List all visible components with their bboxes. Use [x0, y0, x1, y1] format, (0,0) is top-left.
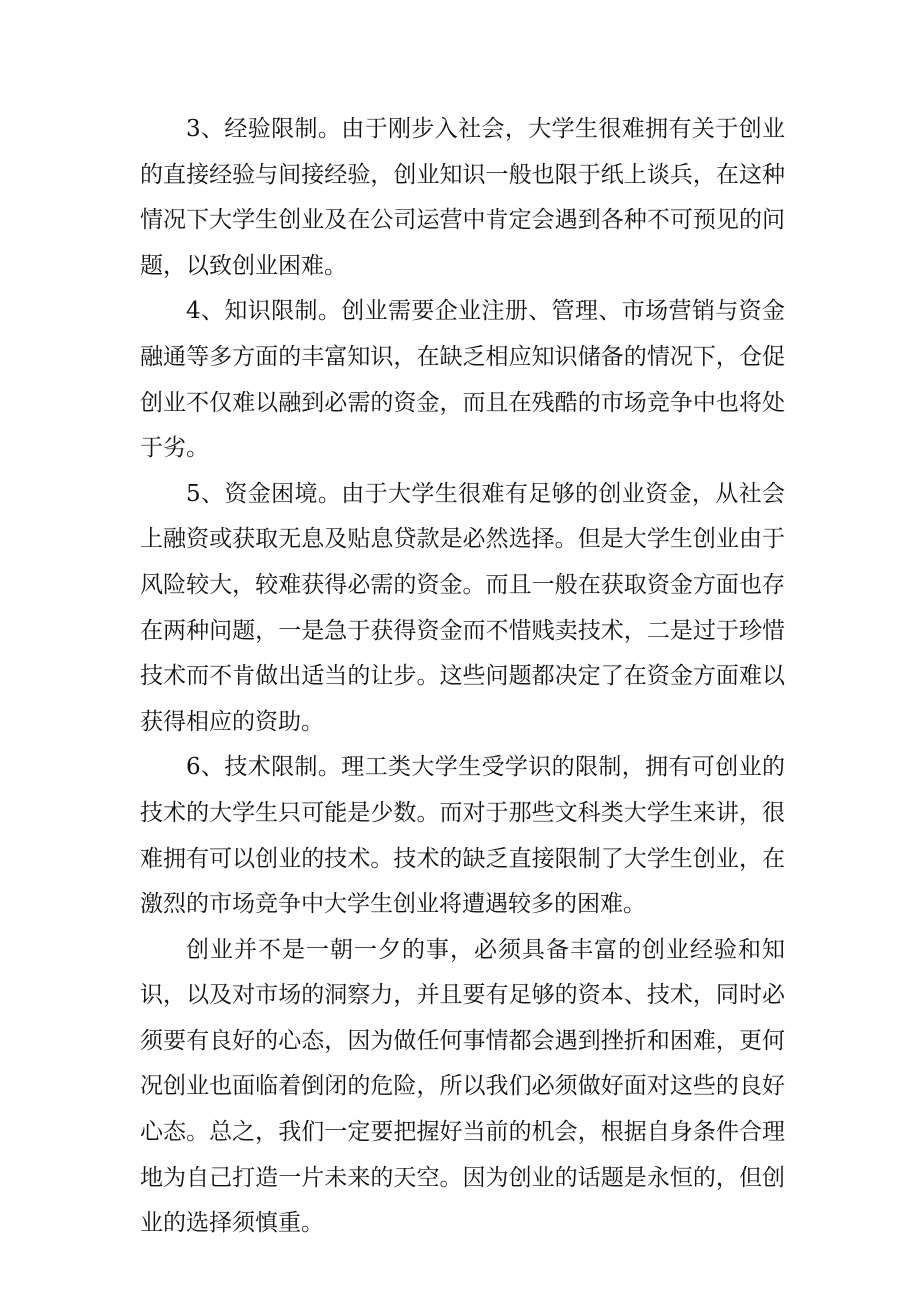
- paragraph-conclusion: 创业并不是一朝一夕的事，必须具备丰富的创业经验和知识，以及对市场的洞察力，并且要有足够的资本、技术，同时必须要有良好的心态，因为做任何事情都会遇到挫折和困难，更何况创业也面临着倒闭的危险，所以我们必须做好面对这些的良好心态。总之，我们一定要把握好当前的机会，根据自身条件合理地为自己打造一片未来的天空。因为创业的话题是永恒的，但创业的选择须慎重。: [140, 936, 785, 1237]
- paragraph-technology-limit: 6、技术限制。理工类大学生受学识的限制，拥有可创业的技术的大学生只可能是少数。而对于那些文科类大学生来讲，很难拥有可以创业的技术。技术的缺乏直接限制了大学生创业，在激烈的市场竞争中大学生创业将遭遇较多的困难。: [140, 754, 785, 918]
- document-body: [140, 107, 785, 1247]
- paragraph-experience-limit: 3、经验限制。由于刚步入社会，大学生很难拥有关于创业的直接经验与间接经验，创业知识一般也限于纸上谈兵，在这种情况下大学生创业及在公司运营中肯定会遇到各种不可预见的问题，以致创业困难。: [140, 116, 785, 279]
- paragraph-funding-difficulty: 5、资金困境。由于大学生很难有足够的创业资金，从社会上融资或获取无息及贴息贷款是必然选择。但是大学生创业由于风险较大，较难获得必需的资金。而且一般在获取资金方面也存在两种问题，一是急于获得资金而不惜贱卖技术，二是过于珍惜技术而不肯做出适当的让步。这些问题都决定了在资金方面难以获得相应的资助。: [140, 480, 785, 735]
- paragraph-knowledge-limit: 4、知识限制。创业需要企业注册、管理、市场营销与资金融通等多方面的丰富知识，在缺乏相应知识储备的情况下，仓促创业不仅难以融到必需的资金，而且在残酷的市场竞争中也将处于劣。: [140, 298, 785, 462]
